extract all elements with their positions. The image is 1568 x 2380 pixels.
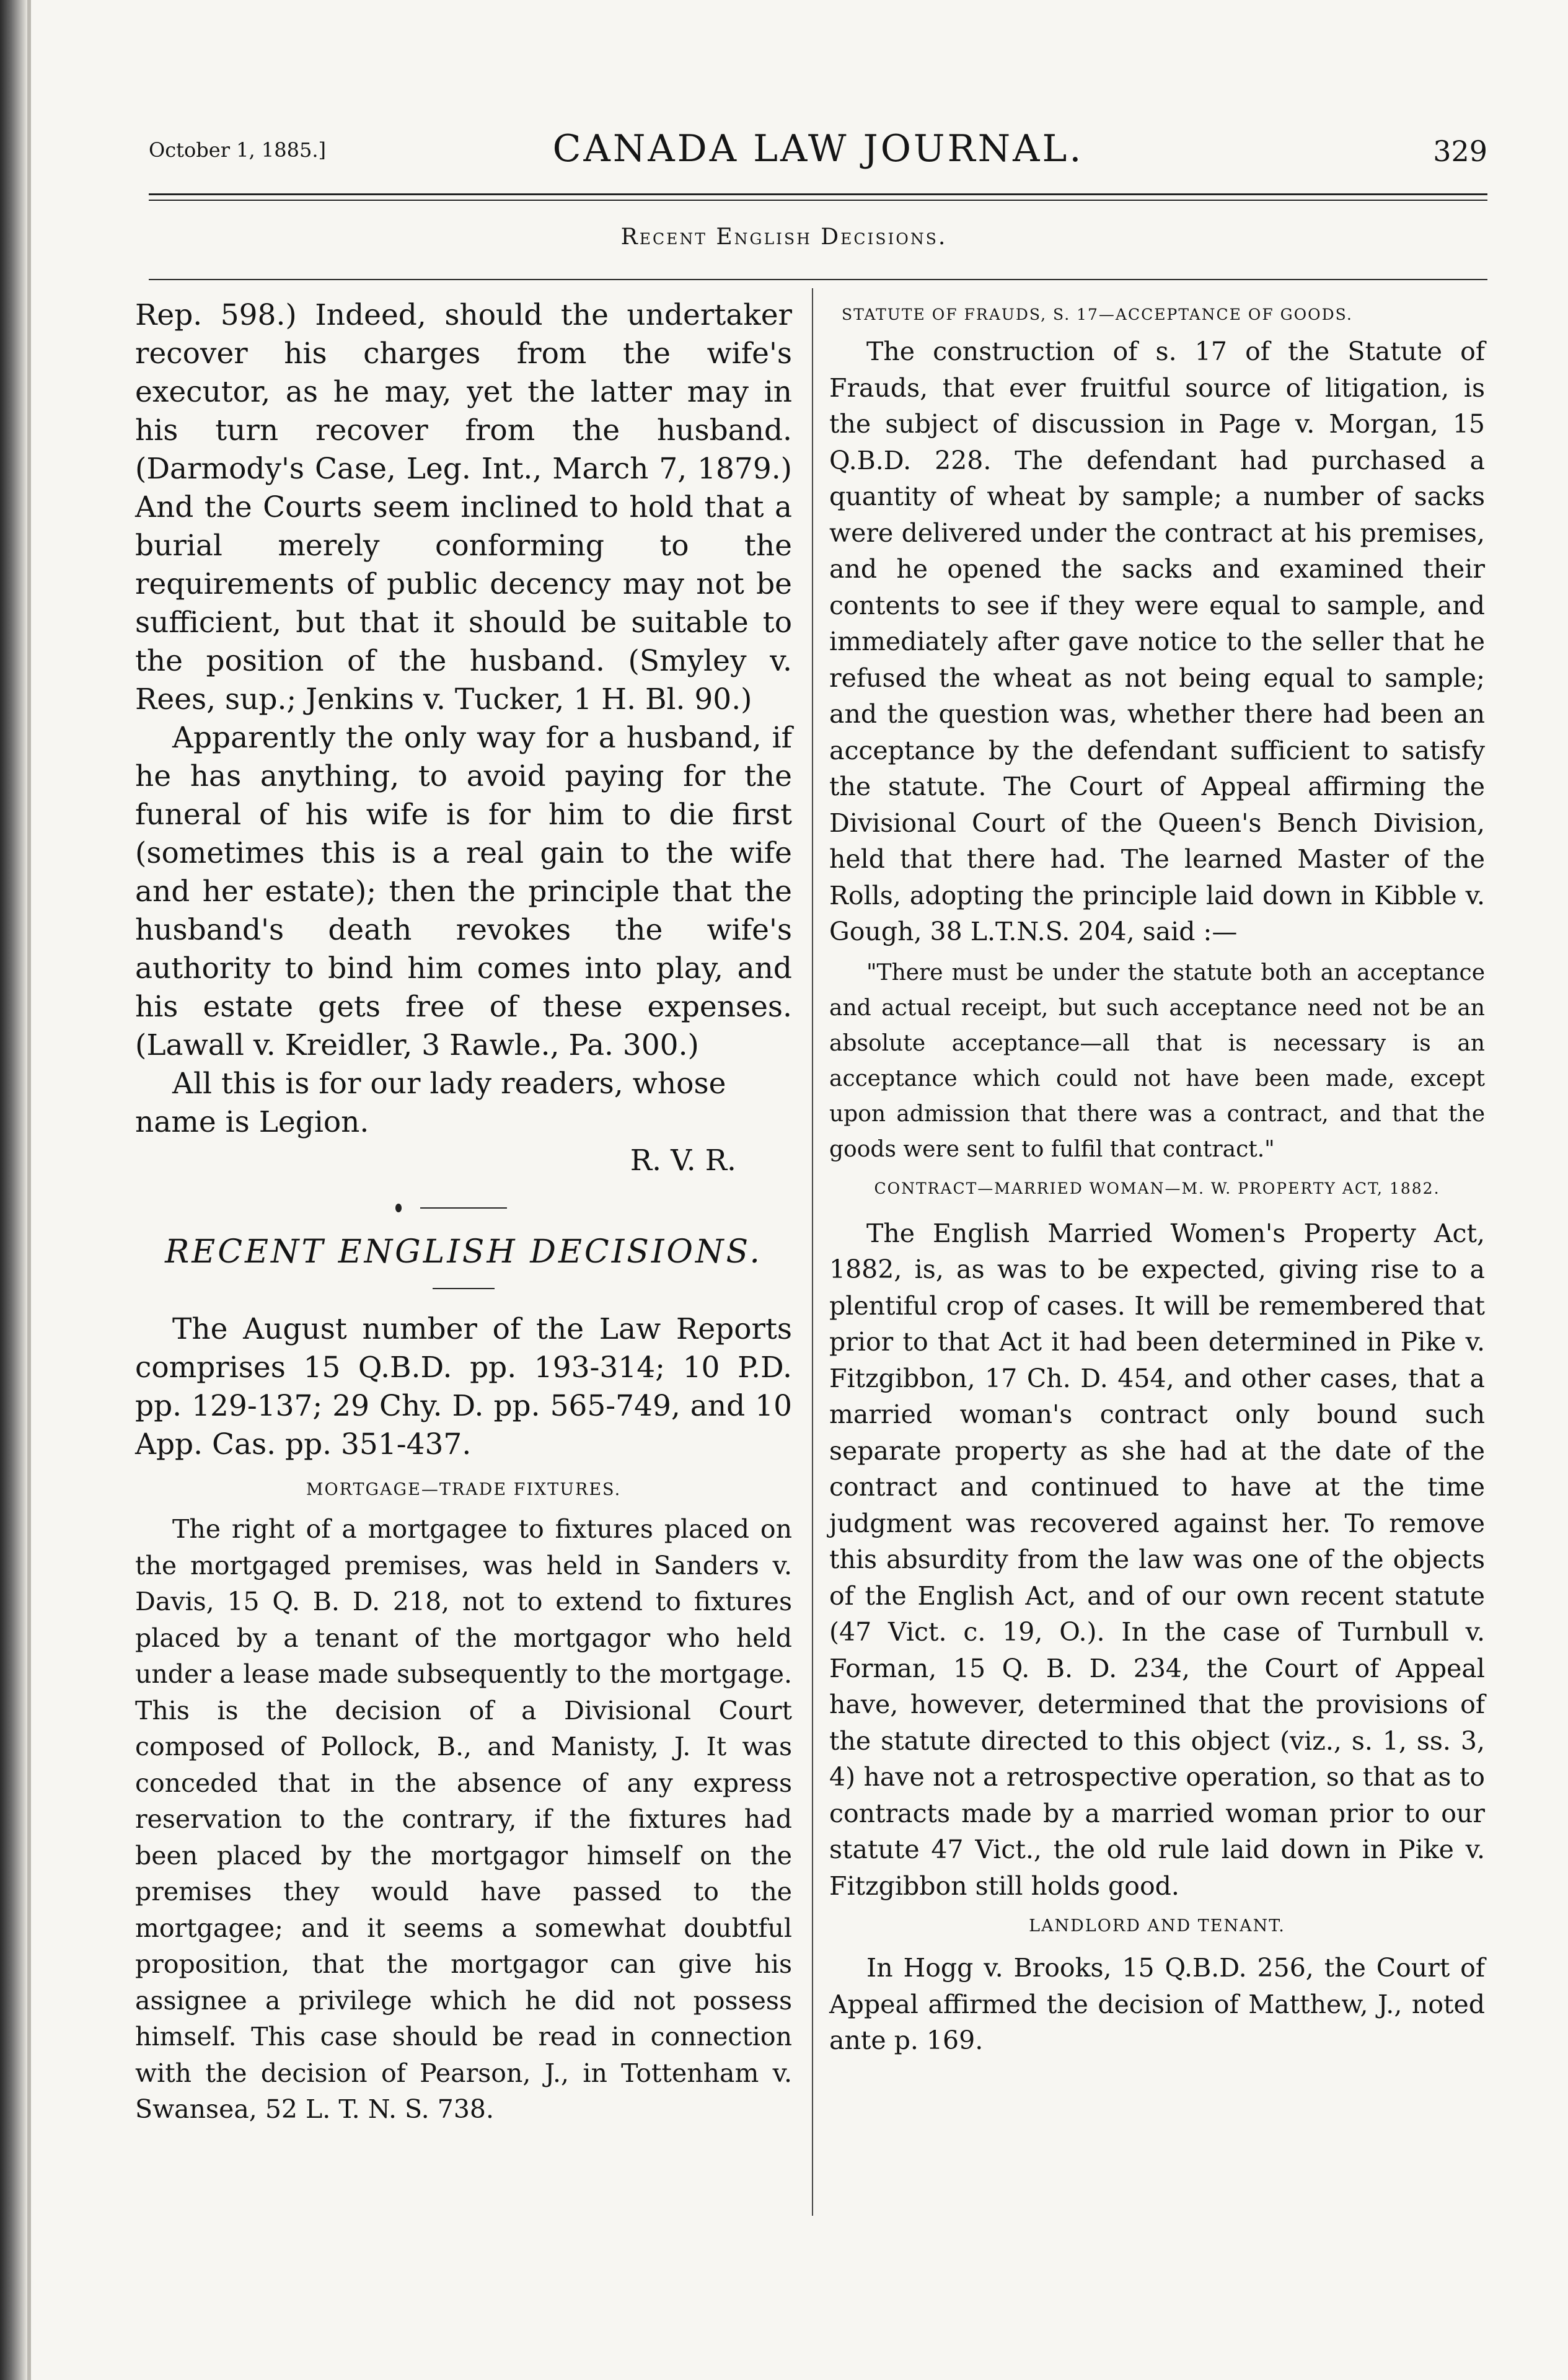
left-paragraph-5: The right of a mortgagee to fixtures placed on the mortgaged premises, was held in Sanders v. Davis, 15 Q. B. D. 218, not to extend to fixtures placed by a tenant of the mortgagor who held under a lease made subsequently to the mortgage. This is the decision of a Divisional Court composed of Pollock, B., and Manisty, J. It was conceded that in the absence of any express reservation to the contrary, if the fixtures had been placed by the mortgagor himself on the premises they would have passed to the mortgagee; and it seems a somewhat doubtful proposition, that the mortgagor can give his assignee a privilege which he did not possess himself. This case should be read in connection with the decision of Pearson, J., in Tottenham v. Swansea, 52 L. T. N. S. 738. <box>135 1514 792 2124</box>
book-binding-shadow <box>0 0 27 2380</box>
subheading-statute-of-frauds: STATUTE OF FRAUDS, S. 17—ACCEPTANCE OF GOODS. <box>842 306 1353 324</box>
quoted-passage: "There must be under the statute both an acceptance and actual receipt, but such acceptance need not be an absolute acceptance—all that is necessary is an acceptance which could not have been made, except upon admission that there was a contract, and that the goods were sent to fulfil that contract." <box>829 959 1485 1162</box>
right-paragraph-1: The construction of s. 17 of the Statute of Frauds, that ever fruitful source of litigation, is the subject of discussion in Page v. Morgan, 15 Q.B.D. 228. The defendant had purchased a quantity of wheat by sample; a number of sacks were delivered under the contract at his premises, and he opened the sacks and examined their contents to see if they were equal to sample, and immediately after gave notice to the seller that he refused the wheat as not being equal to sample; and the question was, whether there had been an acceptance by the defendant sufficient to satisfy the statute. The Court of Appeal affirming the Divisional Court of the Queen's Bench Division, held that there had. The learned Master of the Rolls, adopting the principle laid down in Kibble v. Gough, 38 L.T.N.S. 204, said :— <box>829 337 1485 946</box>
subheading-married-woman: CONTRACT—MARRIED WOMAN—M. W. PROPERTY ACT, 1882. <box>874 1179 1440 1197</box>
running-head: Recent English Decisions. <box>620 224 948 250</box>
column-separator <box>812 288 813 2216</box>
signature-line <box>135 1142 792 1180</box>
left-paragraph-2: Apparently the only way for a husband, if he has anything, to avoid paying for the funeral of his wife is for him to die first (sometimes this is a real gain to the wife and her estate); then the principle that the husband's death revokes the wife's authority to bind him comes into play, and his estate gets free of these expenses. (Lawall v. Kreidler, 3 Rawle., Pa. 300.) <box>135 721 792 1062</box>
author-signature: R. V. R. <box>630 1144 736 1178</box>
running-head-rule <box>149 279 1487 280</box>
left-column <box>135 296 792 2128</box>
left-paragraph-3: All this is for our lady readers, whose name is Legion. <box>135 1067 726 1139</box>
subheading-mortgage: MORTGAGE—TRADE FIXTURES. <box>306 1480 622 1499</box>
right-paragraph-3: In Hogg v. Brooks, 15 Q.B.D. 256, the Court of Appeal affirmed the decision of Matthew, J., noted ante p. 169. <box>829 1953 1485 2055</box>
binding-edge <box>27 0 31 2380</box>
section-title: RECENT ENGLISH DECISIONS. <box>165 1233 762 1271</box>
subheading-landlord-tenant: LANDLORD AND TENANT. <box>1029 1916 1285 1936</box>
page-header <box>149 127 1487 177</box>
journal-title: CANADA LAW JOURNAL. <box>552 127 1084 170</box>
header-rule-2 <box>149 200 1487 201</box>
header-rule-1 <box>149 193 1487 195</box>
header-date: October 1, 1885.] <box>149 138 326 162</box>
left-paragraph-1: Rep. 598.) Indeed, should the undertaker recover his charges from the wife's executor, as he may, yet the latter may in his turn recover from the husband. (Darmody's Case, Leg. Int., March 7, 1879.) And the Courts seem inclined to hold that a burial merely conforming to the requirements of public decency may not be sufficient, but that it should be suitable to the position of the husband. (Smyley v. Rees, sup.; Jenkins v. Tucker, 1 H. Bl. 90.) <box>135 298 792 716</box>
left-paragraph-4: The August number of the Law Reports comprises 15 Q.B.D. pp. 193-314; 10 P.D. pp. 129-137; 29 Chy. D. pp. 565-749, and 10 App. Cas. pp. 351-437. <box>135 1312 792 1461</box>
right-column <box>829 302 1485 2059</box>
right-paragraph-2: The English Married Women's Property Act, 1882, is, as was to be expected, giving rise to a plentiful crop of cases. It will be remembered that prior to that Act it had been determined in Pike v. Fitzgibbon, 17 Ch. D. 454, and other cases, that a married woman's contract only bound such separate property as she had at the date of the contract and continued to have at the time judgment was recovered against her. To remove this absurdity from the law was one of the objects of the English Act, and of our own recent statute (47 Vict. c. 19, O.). In the case of Turnbull v. Forman, 15 Q. B. D. 234, the Court of Appeal have, however, determined that the provisions of the statute directed to this object (viz., s. 1, ss. 3, 4) have not a retrospective operation, so that as to contracts made by a married woman prior to our statute 47 Vict., the old rule laid down in Pike v. Fitzgibbon still holds good. <box>829 1218 1485 1901</box>
page-number: 329 <box>1433 134 1487 168</box>
